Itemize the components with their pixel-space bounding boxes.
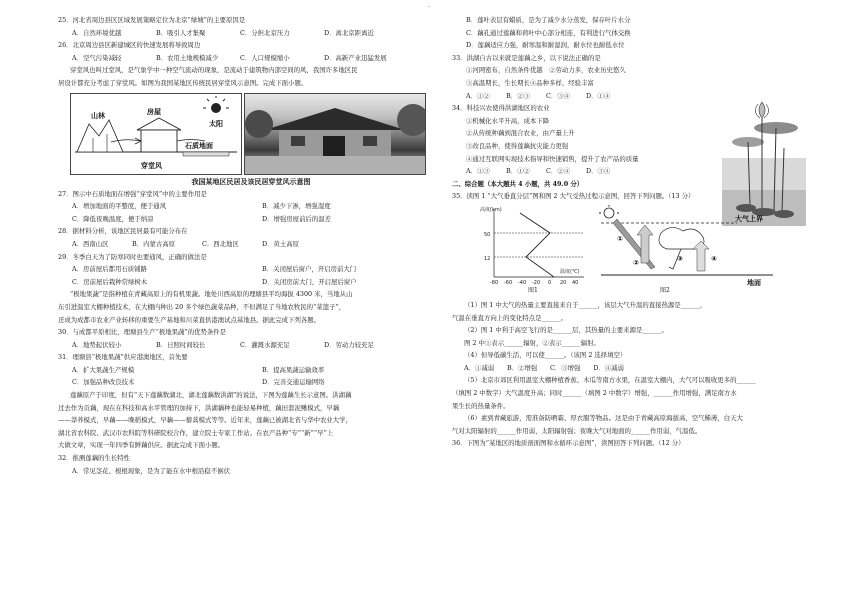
label-house: 房屋 <box>147 107 161 116</box>
figure2-caption: 图2 <box>660 286 670 294</box>
passage2-line: 东引进温室大棚种植技术，在大棚内种出 20 多个绿色蔬菜品种，不但满足了当地农牧民的“菜篮子”， <box>58 302 346 311</box>
draft-sketch <box>70 93 242 175</box>
dwelling-photo <box>244 93 426 175</box>
q32-stem: 32．推测莲藕的生长特性 <box>58 454 131 463</box>
q26-option-b[interactable]: B．农用土地规模减少 <box>156 53 219 62</box>
x-tick: 40 <box>572 279 579 286</box>
figure2-heating-process <box>597 205 777 295</box>
passage1-line: 穿堂风也叫过堂风，是气象学中一种空气流动的现象，是流动于建筑物内部空间的风，我国许多地区民 <box>70 66 358 75</box>
fig2-marker: ④ <box>711 254 717 263</box>
q26-option-d[interactable]: D．高新产业迅猛发展 <box>324 53 387 62</box>
q30-option-b[interactable]: B．日照时间较长 <box>156 340 206 349</box>
q28-stem: 28．据材料分析，该地区民居最有可能分布在 <box>58 227 188 236</box>
q35-subquestion: 气温在垂直方向上的变化特点是______。 <box>452 313 568 322</box>
ground-label: 地面 <box>747 278 761 287</box>
q30-option-d[interactable]: D．劳动力较充足 <box>324 340 374 349</box>
q30-option-a[interactable]: A．地势起伏较小 <box>72 340 122 349</box>
passage3-line: ——莽荞模式，早藕——晚稻模式，早藕——藜蒿模式等等。近年来，莲藕已被湖北省与华中农业大学， <box>58 416 352 425</box>
q27-option-c[interactable]: C．降低夜晚温度，便于纳凉 <box>72 214 154 223</box>
q28-options <box>58 238 444 251</box>
q35-subquestion: A．①减弱 B．②增强 C．③增强 D．④减弱 <box>464 363 624 372</box>
q32-option-d[interactable]: D．莲藕适应力强，耐寒温和耐湿润，耐水位也耐低水位 <box>466 41 625 50</box>
q33-item: ①河网密布，自然条件优越 ②劳动力多，农业历史悠久 <box>466 66 626 75</box>
q27-options-row1 <box>58 200 444 213</box>
q35-subquestion: （填图 2 中数字）大气温度升高；同时______（填图 2 中数字）增强，______作用增强，满足南方水 <box>452 389 737 398</box>
q25-option-a[interactable]: A．自然环境优越 <box>72 28 122 37</box>
q35-stem: 35．读图 1 “大气垂直分层”图和图 2 大气受热过程示意图，回答下列问题。（13 分） <box>452 192 695 201</box>
y-tick-50: 50 <box>484 231 491 238</box>
q31-stem: 31．理塘县“极地果蔬”供应港澳地区，首先要 <box>58 353 188 362</box>
q35-subquestion: （5）北京市郊区利用温室大棚种植香蕉、木瓜等南方水果，在温室大棚内，大气可以吸收更多的______ <box>464 376 756 385</box>
left-column <box>58 14 444 477</box>
q29-stem: 29．冬季白天为了防寒同时也要通风，正确的做法是 <box>58 252 207 261</box>
q29-option-d[interactable]: D．关闭房前大门，开启屋后窗户 <box>262 277 357 286</box>
q28-option-c[interactable]: C．西北地区 <box>202 239 239 248</box>
dwelling-figure <box>58 93 444 175</box>
q33-stem: 33．洪湖自古以来就是莲藕之乡，以下说法正确的是 <box>452 53 601 62</box>
section2-title: 二、综合题（本大题共 4 小题，共 49.0 分） <box>452 179 584 188</box>
sun-icon <box>203 96 229 113</box>
q30-option-c[interactable]: C．灌溉水源充足 <box>240 340 290 349</box>
q34-item: ②从传统种藕到混合农业，由产量上升 <box>466 129 575 138</box>
q33-option-d[interactable]: D．①④ <box>586 91 611 100</box>
q25-option-c[interactable]: C．分担北京压力 <box>240 28 290 37</box>
passage3-line: 莲藕原产于印度，但有“天下莲藕数湖北，湖北莲藕数洪湖”的说法，下图为莲藕生长示意图。洪湖藕 <box>70 391 352 400</box>
figure1-caption: 图1 <box>528 286 538 294</box>
q34-item: ③改良品种，使得莲藕抗灾能力更强 <box>466 141 569 150</box>
passage2-line: “极地果蔬”是指种植在青藏高原上的有机果蔬。地处川西高原的理塘县平均海拔 4300 米，当地从山 <box>70 290 353 299</box>
q36-stem: 36．下图为“某地区的地质剖面图和水循环示意图”，读图回答下列问题。（12 分） <box>452 439 685 448</box>
q34-option-a[interactable]: A．①③ <box>466 167 490 176</box>
q29-option-b[interactable]: B．关闭屋后窗户，开启房前大门 <box>262 265 357 274</box>
q26-stem: 26．北京周边县区新建城区的快速发展将导致周边 <box>58 41 201 50</box>
q30-options <box>58 339 444 352</box>
q29-options-row1 <box>58 263 444 276</box>
q35-subquestion: （2）图 1 中利于高空飞行的是______层，其热量的主要来源是______。 <box>464 326 668 335</box>
y-axis-label: 高度(km) <box>480 206 502 213</box>
q34-item: ①机械化水平升高，成本下降 <box>466 116 550 125</box>
atmosphere-figures <box>452 205 810 299</box>
x-tick: -60 <box>504 279 513 286</box>
q33-option-c[interactable]: C．③④ <box>546 91 571 100</box>
q33-option-a[interactable]: A．①② <box>466 91 490 100</box>
q34-stem: 34．科技兴农使得洪湖地区的农业 <box>452 104 550 113</box>
passage1-line: 居设计都充分考虑了穿堂风。如图为我国某地区传统民居穿堂风示意图。完成下面小题。 <box>58 78 308 87</box>
x-tick: -40 <box>518 279 527 286</box>
q29-options-row2 <box>58 276 444 289</box>
sun-icon <box>599 205 619 218</box>
passage2-line: 还成为成都市农业产业转移的重要生产基地和川菜直供港澳试点基地县。据此完成下列各题。 <box>58 315 321 324</box>
q35-subquestion: 气对太阳辐射的______作用弱，太阳辐射强；夜晚大气对地面的______作用弱，气温低。 <box>452 426 702 435</box>
q34-option-b[interactable]: B．①② <box>506 167 530 176</box>
upper-atmosphere-label: 大气上界 <box>735 214 763 223</box>
label-forest: 山林 <box>91 111 105 120</box>
x-tick: 20 <box>560 279 567 286</box>
q32-option-a[interactable]: A．常见茎花、根根现象，是为了能在水中根沿稳不倒伏 <box>72 466 230 475</box>
q33-item: ③高温期长，生长期长④品种多样，经验丰富 <box>466 78 594 87</box>
y-tick-12: 12 <box>484 255 491 262</box>
q27-option-a[interactable]: A．增加地面的平整度，便于通风 <box>72 202 167 211</box>
fig2-marker: ② <box>633 258 639 267</box>
q35-subquestion: 图 2 中①表示______辐射，②表示______辐射。 <box>464 338 600 347</box>
q31-options-row2 <box>58 376 444 389</box>
q32-option-b[interactable]: B．莲叶表层有蜡质，是为了减少水分蒸发，保存叶片水分 <box>466 16 631 24</box>
q32-option-c[interactable]: C．藕孔通过莲藕和荷叶中心部分相连，有利进行气体交换 <box>466 28 631 37</box>
q28-option-b[interactable]: B．内蒙古高原 <box>132 239 176 248</box>
q26-option-c[interactable]: C．人口规模缩小 <box>240 53 290 62</box>
passage3-line: 湖北省农科院、武汉市农科院等科研院校合作，建立院士专家工作站。在农产品种“专”“新”“早”上 <box>58 428 334 437</box>
label-sun: 太阳 <box>209 119 223 128</box>
q35-subquestion: （1）图 1 中大气的热量主要直接来自于______，该层大气升温的直接热源是______， <box>464 300 707 309</box>
q25-option-b[interactable]: B．吸引人才集聚 <box>156 28 206 37</box>
q27-options-row2 <box>58 213 444 226</box>
q35-subquestion: （4）但导低碳生活，可以使______。（该图 2 选择填空） <box>464 351 627 360</box>
q25-option-d[interactable]: D．离北京距离近 <box>324 28 374 37</box>
q35-subquestion: （6）素到青藏旅游，需准备防晒霜、厚衣服等物品。这是由于青藏高原海拔高，空气稀薄，白天大 <box>464 414 743 423</box>
q25-stem: 25．河北省周边县区区域发展策略定位为北京“绿城”的主要原因是 <box>58 16 246 24</box>
q31-option-b[interactable]: B．提高果蔬运输效率 <box>262 365 325 374</box>
q31-option-a[interactable]: A．扩大果蔬生产规模 <box>72 365 135 374</box>
q34-option-c[interactable]: C．②④ <box>546 167 571 176</box>
figure-caption: 我国某地区民居及该民居穿堂风示意图 <box>191 176 311 186</box>
passage3-line: 过去作为贡藕，现在在科技和高水平管理的加持下，洪湖藕种也能轻易种植，藕田套泥鳅模式，早藕 <box>58 403 340 412</box>
x-axis-label: 温度(℃) <box>560 268 580 275</box>
fig2-marker: ③ <box>677 254 683 263</box>
q26-options <box>58 52 444 65</box>
q34-item: ④通过互联网实现技术指导和快速销售，提升了农产品的质量 <box>466 154 639 163</box>
q26-option-a[interactable]: A．空气污染减轻 <box>72 53 122 62</box>
figure1-vertical-layers <box>476 205 588 295</box>
q28-option-a[interactable]: A．西南山区 <box>72 239 109 248</box>
header-mark: - <box>428 3 431 10</box>
q30-stem: 30．与成都平原相比，理塘县生产“极地果蔬”的优势条件是 <box>58 328 227 337</box>
q27-option-b[interactable]: B．减少下渗，增强湿度 <box>262 202 331 211</box>
passage3-line: 大做文章，实现一年四季有鲜藕供应。据此完成下面小题。 <box>58 441 225 450</box>
fig2-marker: ① <box>617 234 623 243</box>
x-tick: 0 <box>548 279 552 286</box>
q29-option-c[interactable]: C．房前屋后栽种常绿树木 <box>72 277 148 286</box>
q25-options <box>58 27 444 40</box>
q35-subquestion: 果生长的热量条件。 <box>452 401 510 410</box>
label-ground: 石质地面 <box>185 141 213 150</box>
q31-option-d[interactable]: D．完善交通运输网络 <box>262 378 325 387</box>
q31-options-row1 <box>58 364 444 377</box>
q33-option-b[interactable]: B．②③ <box>506 91 530 100</box>
q27-option-d[interactable]: D．增强房屋前后的温差 <box>262 214 332 223</box>
right-column <box>452 14 810 450</box>
q31-option-c[interactable]: C．加强品种改良技术 <box>72 378 135 387</box>
label-wind: 穿堂风 <box>141 161 162 170</box>
q28-option-d[interactable]: D．黄土高原 <box>262 239 300 248</box>
q34-option-d[interactable]: D．③④ <box>586 167 611 176</box>
x-tick: -20 <box>532 279 541 286</box>
q29-option-a[interactable]: A．房前屋后都用石质铺路 <box>72 265 147 274</box>
x-tick: -80 <box>490 279 499 286</box>
q27-stem: 27．图示中石质地面在增强“穿堂风”中的主要作用是 <box>58 189 207 198</box>
